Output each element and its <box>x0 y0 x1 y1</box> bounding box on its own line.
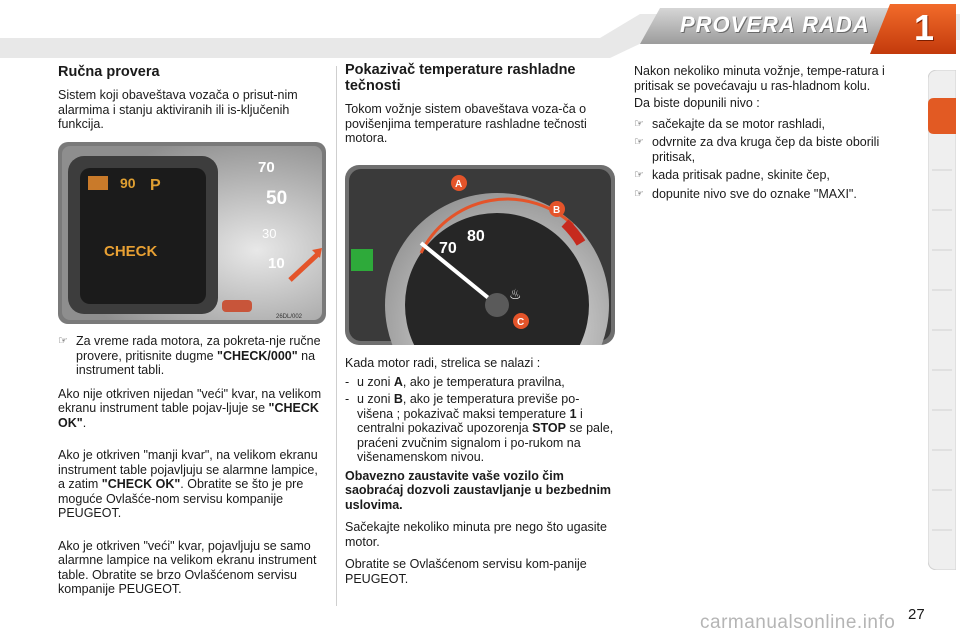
temperature-gauge-graphic <box>345 165 615 345</box>
hand-pointer-icon: ☞ <box>634 117 644 130</box>
column-divider <box>336 66 337 606</box>
indicator-value: 90 <box>120 175 136 191</box>
right-bullet-2: ☞ odvrnite za dva kruga čep da biste oborili pritisak, <box>634 135 880 164</box>
left-para-1: Ako nije otkriven nijedan "veći" kvar, na velikom ekranu instrument table pojav-ljuje se "CHECK OK". <box>58 386 322 430</box>
gauge-tick-10: 10 <box>268 255 285 272</box>
dashboard-check-illustration <box>58 142 326 324</box>
left-bullet-text: Za vreme rada motora, za pokreta-nje ručne provere, pritisnite dugme <box>76 334 321 363</box>
page-number: 27 <box>908 606 925 623</box>
right-bullet-1: ☞ sačekajte da se motor rashladi, <box>634 116 826 131</box>
middle-lead: Kada motor radi, strelica se nalazi : <box>345 356 541 370</box>
right-bullet-4: ☞ dopunite nivo sve do oznake "MAXI". <box>634 186 857 201</box>
zone-b-label: B <box>553 205 561 216</box>
figure-code: 26DL/002 <box>276 314 303 320</box>
right-bullet-3: ☞ kada pritisak padne, skinite čep, <box>634 168 830 182</box>
gauge-tick-80: 80 <box>467 228 485 245</box>
zone-a-item: - u zoni A, ako je temperatura pravilna, <box>345 374 565 389</box>
zone-c-label: C <box>517 317 525 328</box>
gauge-tick-70: 70 <box>439 240 457 257</box>
hand-pointer-icon: ☞ <box>634 187 644 200</box>
header-band <box>0 0 960 60</box>
middle-intro: Tokom vožnje sistem obaveštava voza-ča o povišenjima temperature rashladne tečnosti motora. <box>345 102 587 145</box>
middle-heading: Pokazivač temperature rashladne tečnosti <box>345 62 576 94</box>
chapter-number: 1 <box>913 7 935 48</box>
indicator-letter: P <box>150 177 161 194</box>
zone-b-item: - u zoni B, ako je temperatura previše po-višena ; pokazivač maksi temperature 1 i centralni pokazivač upozorenja STOP se pale, praćeni zvučnim signalom i po-rukom na višenamenskom nivou. <box>345 392 614 464</box>
left-intro: Sistem koji obaveštava vozača o prisut-nim alarmima i stanju aktiviranih ili is-ključenih funkcija. <box>58 88 298 131</box>
watermark: carmanualsonline.info <box>700 612 896 633</box>
left-para-3: Ako je otkriven "veći" kvar, pojavljuju se samo alarmne lampice na velikom ekranu instrument table. Obratite se brzo Ovlašćenom servisu kompanije PEUGEOT. <box>58 538 317 596</box>
chapter-tab-rail[interactable] <box>928 70 956 570</box>
coolant-temperature-icon: ♨ <box>509 287 522 303</box>
dashboard-check-graphic <box>58 142 326 324</box>
left-column <box>58 64 326 140</box>
left-para-2: Ako je otkriven "manji kvar", na velikom ekranu instrument table pojavljuju se alarmne lampice, a zatim "CHECK OK". Obratite se što je pre moguće Ovlašće-nom servisu kompanije PEUGEOT. <box>58 448 318 520</box>
hand-pointer-icon: ☞ <box>58 335 68 347</box>
temperature-gauge-illustration <box>345 165 615 345</box>
middle-para-2: Obratite se Ovlašćenom servisu kom-panije PEUGEOT. <box>345 557 587 586</box>
middle-column <box>345 62 615 154</box>
left-column-lower <box>58 334 326 605</box>
left-heading: Ručna provera <box>58 64 160 80</box>
zone-a-label: A <box>455 179 463 190</box>
check-button-icon <box>222 300 252 312</box>
gauge-tick-30: 30 <box>262 226 277 241</box>
middle-column-lower <box>345 356 615 594</box>
left-bullet-tail: na instrument tabli. <box>76 348 316 377</box>
check-display-text: CHECK <box>104 243 158 260</box>
middle-para-1: Sačekajte nekoliko minuta pre nego što ugasite motor. <box>345 520 607 549</box>
right-para-2: Da biste dopunili nivo : <box>634 96 760 110</box>
gauge-tick-70: 70 <box>258 159 275 176</box>
tab-rail-graphic <box>928 70 956 570</box>
check-button-name: "CHECK/000" <box>217 348 298 363</box>
hand-pointer-icon: ☞ <box>634 136 644 148</box>
stop-warning: Obavezno zaustavite vaše vozilo čim saobraćaj dozvoli zaustavljanje u bezbednim uslovima. <box>345 468 612 512</box>
right-para-1: Nakon nekoliko minuta vožnje, tempe-ratura i pritisak se povećavaju u ras-hladnom kolu. <box>634 64 885 93</box>
gauge-tick-50: 50 <box>266 188 288 209</box>
chapter-title: PROVERA RADA <box>680 12 870 37</box>
left-bullet <box>58 334 326 378</box>
green-arrow-icon <box>351 249 373 271</box>
hand-pointer-icon: ☞ <box>634 169 644 181</box>
right-column <box>634 64 904 205</box>
